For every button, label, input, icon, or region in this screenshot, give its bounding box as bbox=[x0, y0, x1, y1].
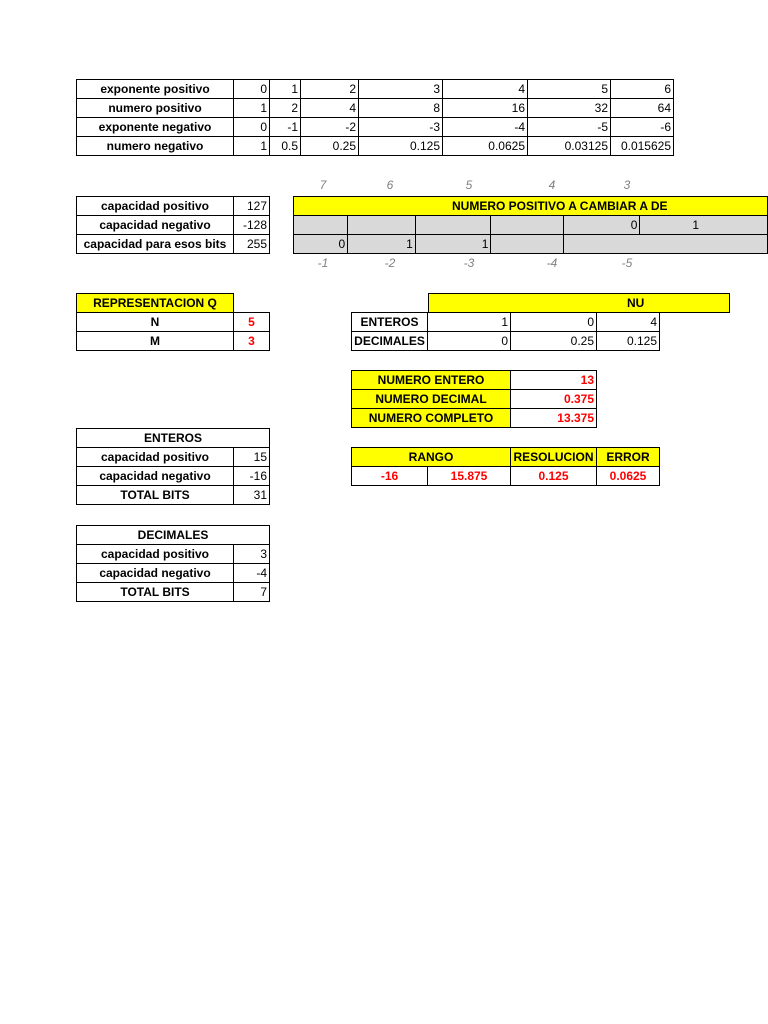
bit-cell[interactable] bbox=[294, 216, 348, 235]
cell: 0 bbox=[234, 118, 270, 137]
range-table bbox=[351, 447, 660, 486]
cell-label: capacidad positivo bbox=[77, 197, 234, 216]
capacity-table bbox=[76, 196, 270, 254]
cell: -1 bbox=[270, 118, 301, 137]
cell: 31 bbox=[234, 486, 270, 505]
cell: 1 bbox=[234, 99, 270, 118]
table-row bbox=[352, 332, 660, 351]
cell-label: capacidad negativo bbox=[77, 467, 234, 486]
table-row bbox=[77, 467, 270, 486]
table-row bbox=[77, 545, 270, 564]
enteros-table bbox=[76, 428, 270, 505]
powers-row-exp-neg bbox=[77, 118, 674, 137]
convert-row-1 bbox=[294, 216, 768, 235]
cell: -4 bbox=[443, 118, 528, 137]
cell: 5 bbox=[528, 80, 611, 99]
cell: 0.03125 bbox=[528, 137, 611, 156]
bit-cell[interactable]: 0 bbox=[294, 235, 348, 254]
table-row bbox=[77, 197, 270, 216]
table-title-row bbox=[77, 526, 270, 545]
cell-label: TOTAL BITS bbox=[77, 486, 234, 505]
cell: 255 bbox=[234, 235, 270, 254]
range-header-row bbox=[352, 448, 660, 467]
table-row bbox=[77, 583, 270, 602]
cell: 0.125 bbox=[597, 332, 660, 351]
cell: 0 bbox=[428, 332, 511, 351]
cell: 0.25 bbox=[301, 137, 359, 156]
powers-row-exp-pos bbox=[77, 80, 674, 99]
cell: -3 bbox=[359, 118, 443, 137]
q-n-value[interactable]: 5 bbox=[234, 313, 270, 332]
table-row bbox=[77, 313, 270, 332]
cell: 6 bbox=[611, 80, 674, 99]
cell: 0 bbox=[234, 80, 270, 99]
bit-cell[interactable] bbox=[348, 216, 416, 235]
bit-header: 3 bbox=[623, 178, 631, 192]
cell: 127 bbox=[234, 197, 270, 216]
cell: -4 bbox=[234, 564, 270, 583]
bit-cell[interactable]: 0 bbox=[563, 216, 640, 235]
result-value: 0.375 bbox=[511, 390, 597, 409]
cell: 0 bbox=[511, 313, 597, 332]
bit-header: -5 bbox=[621, 256, 633, 270]
cell: 0.25 bbox=[511, 332, 597, 351]
cell: 4 bbox=[301, 99, 359, 118]
cell: -128 bbox=[234, 216, 270, 235]
nu-band-label: NU bbox=[627, 296, 645, 310]
bit-cell[interactable] bbox=[563, 235, 767, 254]
bit-cell[interactable]: 1 bbox=[640, 216, 768, 235]
table-row bbox=[77, 332, 270, 351]
cell: -6 bbox=[611, 118, 674, 137]
bit-cell[interactable] bbox=[415, 216, 491, 235]
q-title-row bbox=[77, 294, 270, 313]
range-min: -16 bbox=[352, 467, 428, 486]
cell: 2 bbox=[301, 80, 359, 99]
cell: 1 bbox=[428, 313, 511, 332]
cell: 1 bbox=[234, 137, 270, 156]
cell: 15 bbox=[234, 448, 270, 467]
powers-row-num-pos bbox=[77, 99, 674, 118]
resolution-value: 0.125 bbox=[511, 467, 597, 486]
bit-header: 5 bbox=[465, 178, 473, 192]
convert-title: NUMERO POSITIVO A CAMBIAR A DE bbox=[294, 197, 768, 216]
cell: 32 bbox=[528, 99, 611, 118]
bit-cell[interactable]: 1 bbox=[415, 235, 491, 254]
cell-label: capacidad positivo bbox=[77, 545, 234, 564]
bit-header: -4 bbox=[546, 256, 558, 270]
bit-header: 6 bbox=[386, 178, 394, 192]
decimales-title: DECIMALES bbox=[77, 526, 270, 545]
cell-label: TOTAL BITS bbox=[77, 583, 234, 602]
cell-label: capacidad negativo bbox=[77, 564, 234, 583]
result-table bbox=[351, 370, 597, 428]
cell: 1 bbox=[270, 80, 301, 99]
q-m-value[interactable]: 3 bbox=[234, 332, 270, 351]
cell: 8 bbox=[359, 99, 443, 118]
cell: 64 bbox=[611, 99, 674, 118]
table-row bbox=[77, 564, 270, 583]
bit-cell[interactable] bbox=[491, 216, 563, 235]
decimales-table bbox=[76, 525, 270, 602]
range-max: 15.875 bbox=[428, 467, 511, 486]
cell: 2 bbox=[270, 99, 301, 118]
cell-label: ENTEROS bbox=[352, 313, 428, 332]
cell: 0.015625 bbox=[611, 137, 674, 156]
table-row bbox=[352, 409, 597, 428]
result-value: 13.375 bbox=[511, 409, 597, 428]
cell-label: capacidad para esos bits bbox=[77, 235, 234, 254]
bit-header: 4 bbox=[548, 178, 556, 192]
cell-label: NUMERO ENTERO bbox=[352, 371, 511, 390]
bit-header: -3 bbox=[463, 256, 475, 270]
cell: 3 bbox=[359, 80, 443, 99]
powers-row-num-neg bbox=[77, 137, 674, 156]
convert-table bbox=[293, 196, 768, 254]
cell: 7 bbox=[234, 583, 270, 602]
cell: 3 bbox=[234, 545, 270, 564]
cell: -16 bbox=[234, 467, 270, 486]
table-row bbox=[352, 371, 597, 390]
cell: 0.125 bbox=[359, 137, 443, 156]
table-row bbox=[77, 216, 270, 235]
cell: -5 bbox=[528, 118, 611, 137]
cell-label: capacidad negativo bbox=[77, 216, 234, 235]
cell: 4 bbox=[443, 80, 528, 99]
cell: 0.0625 bbox=[443, 137, 528, 156]
resolution-header: RESOLUCION bbox=[511, 448, 597, 467]
bit-header: -2 bbox=[384, 256, 396, 270]
cell-label: numero negativo bbox=[77, 137, 234, 156]
cell-label: exponente positivo bbox=[77, 80, 234, 99]
enteros-title: ENTEROS bbox=[77, 429, 270, 448]
table-row bbox=[352, 390, 597, 409]
range-header: RANGO bbox=[352, 448, 511, 467]
bit-cell[interactable]: 1 bbox=[348, 235, 416, 254]
error-value: 0.0625 bbox=[597, 467, 660, 486]
table-row bbox=[77, 486, 270, 505]
cell: -2 bbox=[301, 118, 359, 137]
q-title: REPRESENTACION Q bbox=[77, 294, 234, 313]
result-value: 13 bbox=[511, 371, 597, 390]
cell: 0.5 bbox=[270, 137, 301, 156]
bit-cell[interactable] bbox=[491, 235, 563, 254]
table-row bbox=[77, 448, 270, 467]
cell-label: NUMERO DECIMAL bbox=[352, 390, 511, 409]
bit-header: 7 bbox=[319, 178, 327, 192]
cell-label: N bbox=[77, 313, 234, 332]
cell-label: DECIMALES bbox=[352, 332, 428, 351]
table-row bbox=[352, 313, 660, 332]
convert-row-2 bbox=[294, 235, 768, 254]
bit-header: -1 bbox=[317, 256, 329, 270]
powers-table bbox=[76, 79, 674, 156]
convert-title-row bbox=[294, 197, 768, 216]
cell-label: exponente negativo bbox=[77, 118, 234, 137]
cell-label: M bbox=[77, 332, 234, 351]
cell-label: capacidad positivo bbox=[77, 448, 234, 467]
nu-band bbox=[428, 293, 730, 313]
empty-cell bbox=[234, 294, 270, 313]
table-title-row bbox=[77, 429, 270, 448]
cell: 4 bbox=[597, 313, 660, 332]
cell: 16 bbox=[443, 99, 528, 118]
error-header: ERROR bbox=[597, 448, 660, 467]
cell-label: numero positivo bbox=[77, 99, 234, 118]
table-row bbox=[77, 235, 270, 254]
q-representation-table bbox=[76, 293, 270, 351]
bits-table bbox=[351, 312, 660, 351]
range-values-row bbox=[352, 467, 660, 486]
cell-label: NUMERO COMPLETO bbox=[352, 409, 511, 428]
